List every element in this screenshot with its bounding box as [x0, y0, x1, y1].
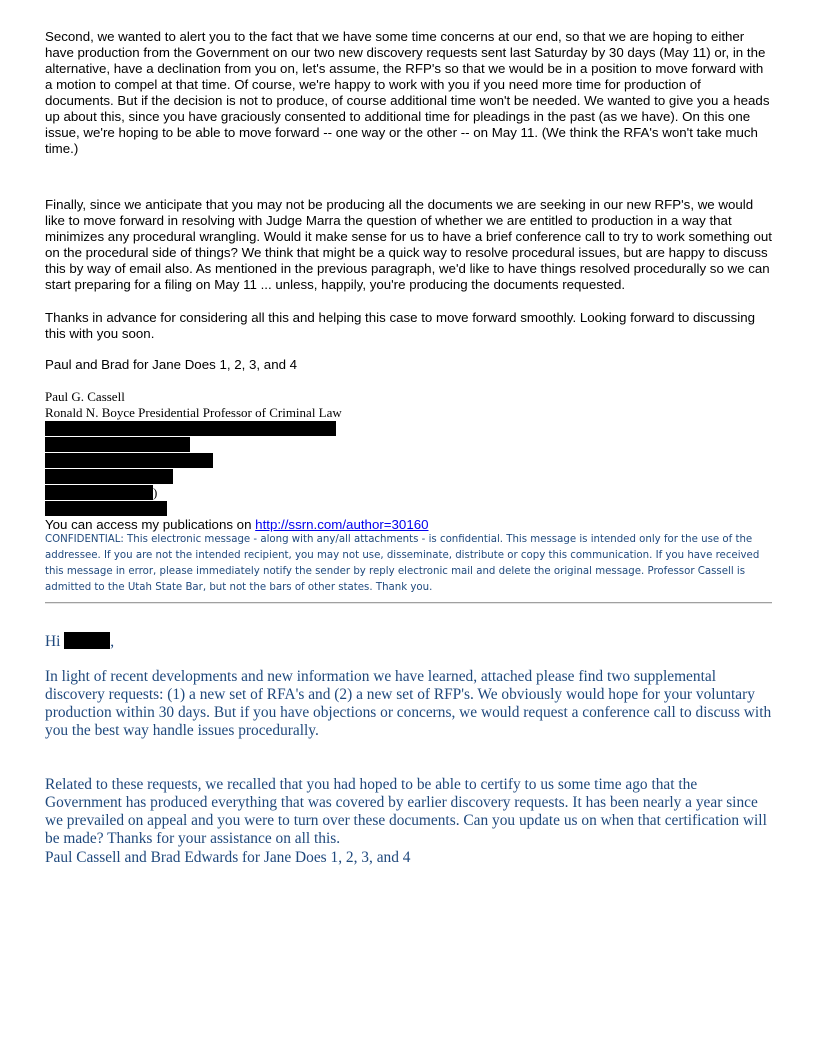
reply-paragraph-1: Second, we wanted to alert you to the fact that we have some time concerns at our end, so that we are hoping to either have production from the Government on our two new discovery requests sent last Saturday by 30 days (May 11) or, in the alternative, have a declination from you on, let's assume, the RFP's so that we would be in a position to move forward with a motion to compel at that time. Of course, we're happy to work with you if you need more time for production of documents. But if the decision is not to produce, of course additional time won't be needed. We wanted to give you a heads up about this, since you have graciously consented to additional time for pleadings in the past (as we have). On this one issue, we're hoping to be able to move forward -- one way or the other -- on May 11. (We think the RFA's won't take much time.) — [45, 29, 770, 156]
ssrn-link[interactable]: http://ssrn.com/author=30160 — [255, 517, 429, 532]
redaction-bar — [45, 469, 173, 484]
redaction-bar — [45, 421, 336, 436]
publications-line — [45, 517, 772, 533]
greeting-suffix: , — [110, 633, 115, 650]
publications-prefix: You can access my publications on — [45, 517, 256, 532]
original-closing: Paul Cassell and Brad Edwards for Jane Does 1, 2, 3, and 4 — [45, 849, 411, 866]
confidentiality-notice: CONFIDENTIAL: This electronic message - along with any/all attachments - is confidential. This message is intended only for the use of the addressee. If you are not the intended recipient, you may not use, disseminate, distribute or copy this communication. If you have received this message in error, please immediately notify the sender by reply electronic mail and delete the original message. Professor Cassell is admitted to the Utah State Bar, but not the bars of other states. Thank you. — [45, 534, 760, 593]
original-greeting — [45, 632, 114, 651]
redacted-closing-paren: ) — [153, 485, 158, 500]
reply-paragraph-3: Thanks in advance for considering all this and helping this case to move forward smoothly. Looking forward to discussing this with you soon. — [45, 310, 756, 341]
redacted-recipient-name — [64, 632, 110, 649]
redaction-bar — [45, 437, 190, 452]
redaction-bar — [45, 501, 167, 516]
redaction-bar — [45, 485, 153, 500]
original-paragraph-1: In light of recent developments and new information we have learned, attached please find two supplemental discovery requests: (1) a new set of RFA's and (2) a new set of RFP's. We obviously would hope for your voluntary production within 30 days. But if you have objections or concerns, we would request a conference call to discuss with you the best way handle issues procedurally. — [45, 668, 772, 739]
greeting-prefix: Hi — [45, 633, 65, 650]
original-paragraph-2: Related to these requests, we recalled that you had hoped to be able to certify to us some time ago that the Government has produced everything that was covered by earlier discovery requests. It has been nearly a year since we prevailed on appeal and you were to turn over these documents. Can you update us on when that certification will be made? Thanks for your assistance on all this. — [45, 776, 767, 847]
redaction-bar — [45, 453, 213, 468]
reply-paragraph-2: Finally, since we anticipate that you may not be producing all the documents we are seeking in our new RFP's, we would like to move forward in resolving with Judge Marra the question of whether we are entitled to production in a way that minimizes any procedural wrangling. Would it make sense for us to have a brief conference call to try to work something out on the procedural side of things? We think that might be a quick way to resolve procedural issues, but are happy to discuss this by way of email also. As mentioned in the previous paragraph, we'd like to have things resolved procedurally so we can start preparing for a filing on May 11 ... unless, happily, you're producing the documents requested. — [45, 197, 772, 292]
signature-title: Ronald N. Boyce Presidential Professor of Criminal Law — [45, 405, 342, 420]
email-separator — [45, 602, 772, 604]
reply-closing: Paul and Brad for Jane Does 1, 2, 3, and 4 — [45, 357, 298, 372]
signature-name: Paul G. Cassell — [45, 389, 125, 404]
